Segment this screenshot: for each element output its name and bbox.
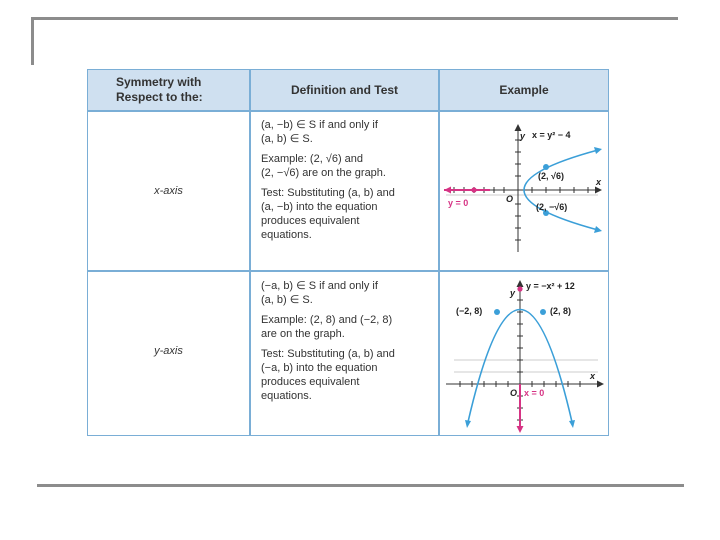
definition-text	[261, 279, 431, 409]
y-axis-label: y	[510, 288, 516, 298]
x-axis-label: x	[590, 371, 596, 381]
test-line: Test: Substituting (a, b) and	[261, 348, 395, 360]
x-axis-label: x	[596, 177, 602, 187]
curve-arrow-icon	[594, 226, 602, 233]
slide-frame-top-rule	[31, 17, 678, 20]
test-line: Test: Substituting (a, b) and	[261, 187, 395, 199]
header-example	[439, 69, 609, 111]
definition-line: (a, b) ∈ S.	[261, 294, 313, 306]
row-x-axis-example-cell	[439, 111, 609, 271]
row-y-axis-example-cell	[439, 271, 609, 436]
header-definition	[250, 69, 439, 111]
test-line: (−a, b) into the equation	[261, 362, 378, 374]
test-line: produces equivalent	[261, 215, 360, 227]
symmetry-arrow-icon	[444, 187, 451, 194]
equation-label: x = y² − 4	[532, 130, 571, 140]
x-arrow-icon	[595, 187, 602, 194]
header-definition-label: Definition and Test	[290, 82, 399, 97]
x-arrow-icon	[597, 381, 604, 388]
header-symmetry	[87, 69, 250, 111]
row-x-axis-name-cell	[87, 111, 250, 271]
point-label: (2, 8)	[550, 306, 572, 316]
example-line: Example: (2, 8) and (−2, 8)	[261, 314, 393, 326]
symmetry-label: x = 0	[524, 388, 545, 398]
header-example-label: Example	[499, 82, 549, 97]
example-line: Example: (2, √6) and	[261, 153, 364, 165]
point-label: (−2, 8)	[456, 306, 483, 316]
symmetry-table	[87, 69, 609, 436]
definition-line: (a, −b) ∈ S if and only if	[261, 119, 378, 131]
definition-line: (a, b) ∈ S.	[261, 133, 313, 145]
axis-name: y-axis	[154, 345, 183, 357]
curve-arrow-icon	[465, 420, 471, 428]
axis-name: x-axis	[154, 185, 183, 197]
curve-arrow-icon	[594, 147, 602, 154]
curve-arrow-icon	[569, 420, 575, 428]
header-symmetry-line1: Symmetry with	[116, 75, 202, 89]
equation-label: y = −x² + 12	[526, 281, 575, 291]
y-arrow-icon	[515, 124, 522, 131]
point-label: (2, −√6)	[536, 202, 568, 212]
header-symmetry-line2: Respect to the:	[116, 90, 203, 104]
slide-frame-bottom-rule	[37, 484, 684, 487]
slide-frame-left-rule	[31, 17, 34, 65]
definition-text	[261, 118, 431, 248]
example-line: (2, −√6) are on the graph.	[261, 167, 386, 179]
symmetry-label: y = 0	[448, 198, 469, 208]
point-marker	[540, 309, 546, 315]
point-marker	[543, 164, 549, 170]
symmetry-arrow-icon	[517, 426, 524, 433]
test-line: produces equivalent	[261, 376, 360, 388]
definition-line: (−a, b) ∈ S if and only if	[261, 280, 378, 292]
point-marker	[494, 309, 500, 315]
y-axis-label: y	[520, 131, 526, 141]
x-axis-symmetry-graph	[440, 112, 608, 270]
origin-label: O	[510, 388, 518, 398]
test-line: (a, −b) into the equation	[261, 201, 378, 213]
row-y-axis-definition-cell	[250, 271, 439, 436]
row-x-axis-definition-cell	[250, 111, 439, 271]
test-line: equations.	[261, 390, 312, 402]
y-arrow-icon	[517, 280, 524, 287]
example-line: are on the graph.	[261, 328, 345, 340]
point-label: (2, √6)	[538, 171, 564, 181]
test-line: equations.	[261, 229, 312, 241]
y-axis-symmetry-graph	[440, 272, 608, 435]
vertex-point	[517, 286, 522, 291]
origin-label: O	[506, 194, 514, 204]
vertex-point	[471, 187, 476, 192]
row-y-axis-name-cell	[87, 271, 250, 436]
